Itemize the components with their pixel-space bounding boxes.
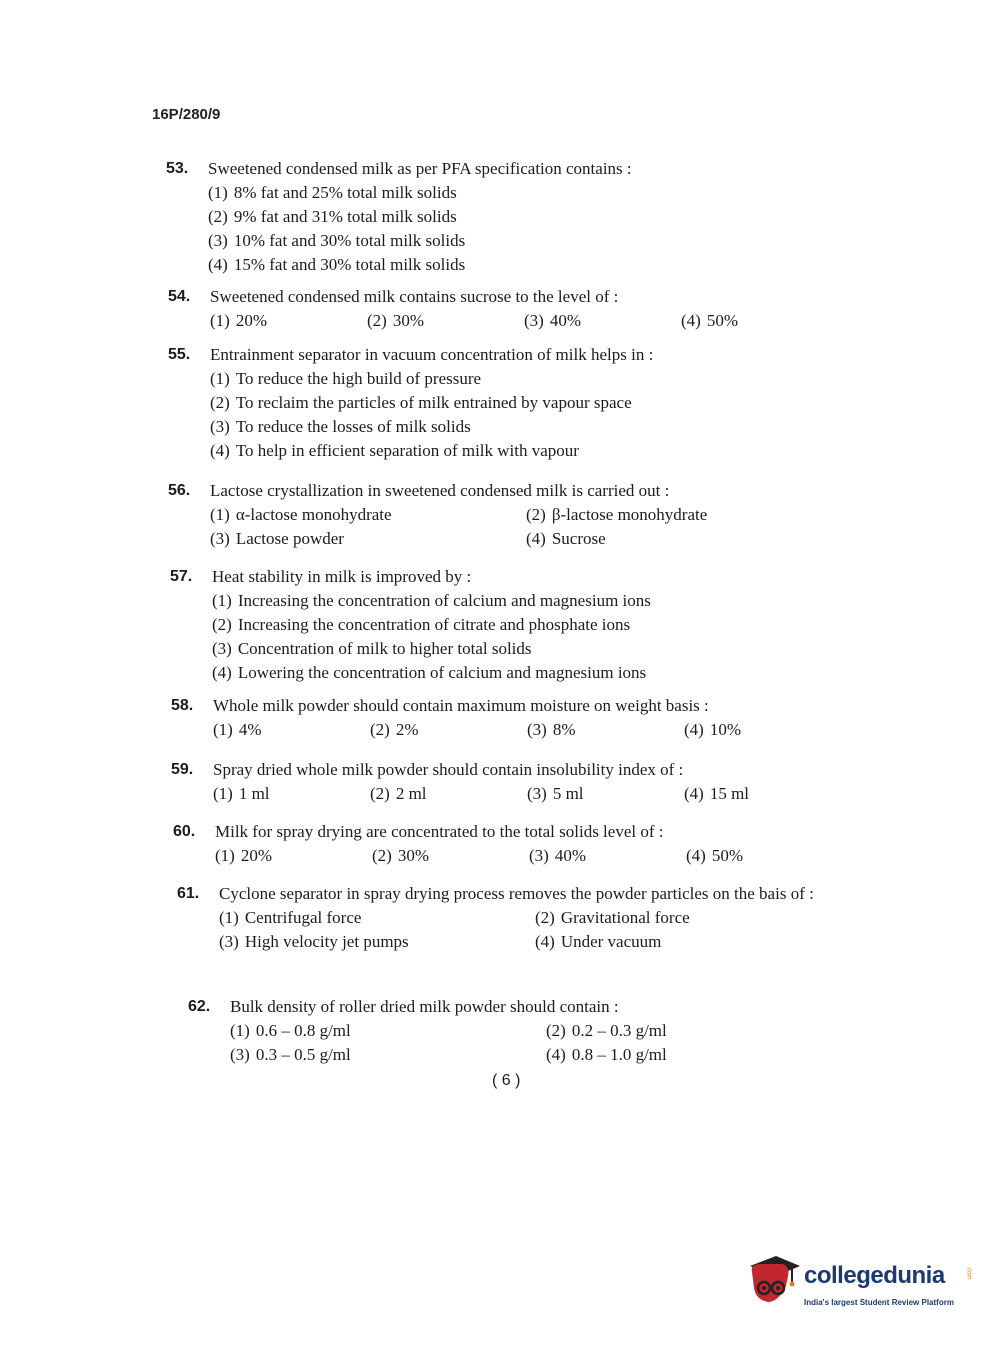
option-3 (212, 637, 651, 661)
option-1 (215, 844, 372, 868)
option-4 (210, 439, 653, 463)
question-53 (166, 157, 632, 277)
question-stem: Bulk density of roller dried milk powder should contain : (230, 997, 619, 1016)
question-number: 54. (168, 288, 191, 305)
options-list (230, 1019, 846, 1067)
option-1 (208, 181, 632, 205)
question-54 (168, 285, 838, 333)
option-2 (546, 1019, 846, 1043)
option-number: (3) (208, 231, 228, 250)
option-number: (2) (372, 846, 392, 865)
option-text: Centrifugal force (244, 908, 362, 927)
option-text: 30% (392, 311, 424, 330)
options-list (208, 181, 632, 277)
option-2 (208, 205, 632, 229)
brand-name: collegedunia (804, 1262, 945, 1289)
option-text: 50% (711, 846, 743, 865)
option-text: To reduce the losses of milk solids (235, 417, 471, 436)
option-number: (4) (212, 663, 232, 682)
option-text: Concentration of milk to higher total solids (237, 639, 532, 658)
option-1 (213, 782, 370, 806)
option-1 (230, 1019, 546, 1043)
question-stem: Entrainment separator in vacuum concentration of milk helps in : (210, 345, 654, 364)
question-stem: Spray dried whole milk powder should contain insolubility index of : (213, 760, 684, 779)
option-number: (4) (684, 720, 704, 739)
question-number: 57. (170, 568, 193, 585)
options-list (213, 782, 841, 806)
option-text: 30% (397, 846, 429, 865)
option-4 (208, 253, 632, 277)
option-text: 10% fat and 30% total milk solids (233, 231, 466, 250)
option-text: 40% (549, 311, 581, 330)
option-text: To help in efficient separation of milk with vapour (235, 441, 579, 460)
option-number: (1) (230, 1021, 250, 1040)
option-text: 15% fat and 30% total milk solids (233, 255, 466, 274)
option-text: 0.8 – 1.0 g/ml (571, 1045, 667, 1064)
option-1 (213, 718, 370, 742)
question-55 (168, 343, 654, 463)
option-3 (230, 1043, 546, 1067)
options-list (213, 718, 841, 742)
option-number: (2) (546, 1021, 566, 1040)
option-text: 50% (706, 311, 738, 330)
option-text: Lowering the concentration of calcium and magnesium ions (237, 663, 647, 682)
option-3 (210, 527, 526, 551)
option-number: (1) (213, 784, 233, 803)
option-number: (2) (367, 311, 387, 330)
option-number: (1) (210, 505, 230, 524)
question-59 (171, 758, 841, 806)
option-4 (535, 930, 835, 954)
option-text: 0.3 – 0.5 g/ml (255, 1045, 351, 1064)
option-text: To reduce the high build of pressure (235, 369, 482, 388)
option-text: To reclaim the particles of milk entrained by vapour space (235, 393, 632, 412)
option-2 (367, 309, 524, 333)
option-text: 2 ml (395, 784, 427, 803)
options-list (219, 906, 839, 954)
question-stem: Sweetened condensed milk contains sucrose to the level of : (210, 287, 619, 306)
option-2 (526, 503, 826, 527)
option-1 (219, 906, 535, 930)
option-2 (535, 906, 835, 930)
option-number: (3) (210, 417, 230, 436)
option-4 (526, 527, 826, 551)
option-text: 8% (552, 720, 576, 739)
option-number: (3) (212, 639, 232, 658)
options-list (212, 589, 651, 685)
question-stem: Cyclone separator in spray drying process removes the powder particles on the bais of : (219, 884, 814, 903)
option-3 (219, 930, 535, 954)
option-text: 20% (240, 846, 272, 865)
question-number: 60. (173, 823, 196, 840)
option-4 (684, 782, 841, 806)
option-1 (210, 367, 653, 391)
option-2 (212, 613, 651, 637)
question-61 (177, 882, 839, 954)
option-number: (3) (524, 311, 544, 330)
question-58 (171, 694, 841, 742)
question-number: 55. (168, 346, 191, 363)
option-number: (1) (210, 369, 230, 388)
option-number: (1) (210, 311, 230, 330)
option-number: (3) (527, 720, 547, 739)
option-number: (2) (535, 908, 555, 927)
question-number: 56. (168, 482, 191, 499)
question-number: 59. (171, 761, 194, 778)
option-number: (4) (208, 255, 228, 274)
option-4 (546, 1043, 846, 1067)
option-4 (686, 844, 843, 868)
brand-tagline: India's largest Student Review Platform (804, 1298, 954, 1307)
option-text: 0.2 – 0.3 g/ml (571, 1021, 667, 1040)
option-2 (210, 391, 653, 415)
option-text: Increasing the concentration of calcium and magnesium ions (237, 591, 651, 610)
question-62 (188, 995, 846, 1067)
option-number: (2) (526, 505, 546, 524)
options-list (210, 309, 838, 333)
brand-suffix: .com (965, 1266, 972, 1280)
option-text: 15 ml (709, 784, 750, 803)
question-stem: Sweetened condensed milk as per PFA specification contains : (208, 159, 632, 178)
option-3 (524, 309, 681, 333)
option-text: 8% fat and 25% total milk solids (233, 183, 457, 202)
options-list (210, 367, 653, 463)
option-number: (2) (370, 720, 390, 739)
option-number: (2) (210, 393, 230, 412)
question-stem: Heat stability in milk is improved by : (212, 567, 472, 586)
option-number: (4) (686, 846, 706, 865)
page-number: ( 6 ) (492, 1072, 521, 1089)
option-1 (210, 503, 526, 527)
option-text: 10% (709, 720, 741, 739)
option-number: (1) (219, 908, 239, 927)
option-3 (527, 782, 684, 806)
option-text: 9% fat and 31% total milk solids (233, 207, 457, 226)
option-number: (1) (208, 183, 228, 202)
option-number: (3) (230, 1045, 250, 1064)
option-text: 20% (235, 311, 267, 330)
options-list (210, 503, 826, 551)
option-number: (2) (212, 615, 232, 634)
option-number: (4) (546, 1045, 566, 1064)
mascot-icon (742, 1250, 802, 1310)
options-list (215, 844, 843, 868)
option-text: Gravitational force (560, 908, 690, 927)
option-number: (3) (529, 846, 549, 865)
option-number: (3) (219, 932, 239, 951)
option-3 (527, 718, 684, 742)
option-number: (1) (213, 720, 233, 739)
option-4 (212, 661, 651, 685)
question-stem: Milk for spray drying are concentrated to the total solids level of : (215, 822, 664, 841)
option-number: (1) (215, 846, 235, 865)
option-text: 2% (395, 720, 419, 739)
option-2 (370, 718, 527, 742)
option-4 (684, 718, 841, 742)
option-text: 5 ml (552, 784, 584, 803)
option-text: α-lactose monohydrate (235, 505, 392, 524)
option-text: Lactose powder (235, 529, 344, 548)
question-56 (168, 479, 826, 551)
option-number: (4) (526, 529, 546, 548)
option-2 (372, 844, 529, 868)
option-text: Sucrose (551, 529, 606, 548)
option-1 (210, 309, 367, 333)
question-57 (170, 565, 651, 685)
option-number: (2) (208, 207, 228, 226)
option-number: (4) (681, 311, 701, 330)
question-stem: Whole milk powder should contain maximum moisture on weight basis : (213, 696, 709, 715)
option-number: (3) (210, 529, 230, 548)
option-1 (212, 589, 651, 613)
option-3 (210, 415, 653, 439)
question-number: 53. (166, 160, 189, 177)
option-3 (208, 229, 632, 253)
page-code: 16P/280/9 (152, 106, 221, 123)
option-number: (4) (535, 932, 555, 951)
option-text: β-lactose monohydrate (551, 505, 708, 524)
option-2 (370, 782, 527, 806)
question-number: 61. (177, 885, 200, 902)
option-text: 4% (238, 720, 262, 739)
option-number: (1) (212, 591, 232, 610)
option-number: (3) (527, 784, 547, 803)
option-number: (2) (370, 784, 390, 803)
option-text: 40% (554, 846, 586, 865)
question-number: 62. (188, 998, 211, 1015)
option-text: 0.6 – 0.8 g/ml (255, 1021, 351, 1040)
question-stem: Lactose crystallization in sweetened condensed milk is carried out : (210, 481, 670, 500)
question-number: 58. (171, 697, 194, 714)
collegedunia-logo (742, 1250, 972, 1320)
option-3 (529, 844, 686, 868)
option-text: High velocity jet pumps (244, 932, 409, 951)
option-text: 1 ml (238, 784, 270, 803)
question-60 (173, 820, 843, 868)
option-number: (4) (684, 784, 704, 803)
option-4 (681, 309, 838, 333)
option-text: Increasing the concentration of citrate and phosphate ions (237, 615, 631, 634)
option-number: (4) (210, 441, 230, 460)
option-text: Under vacuum (560, 932, 662, 951)
